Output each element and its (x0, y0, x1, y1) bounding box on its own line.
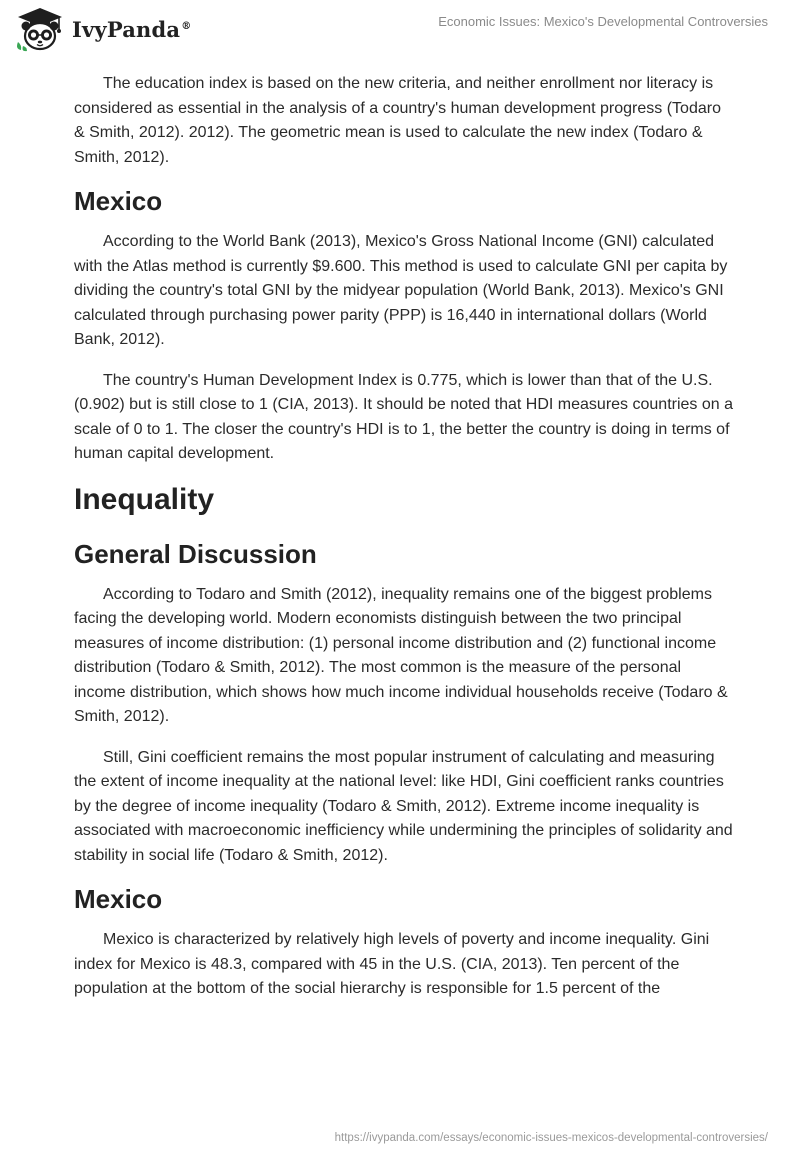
paragraph-income-distribution: According to Todaro and Smith (2012), inequality remains one of the biggest problems facing the developing world. Modern economists distinguish between the two principal measures of income distribution: (1) personal income distribution and (2) functional income distribution (Todaro & Smith, 2012). The most common is the measure of the personal income distribution, which shows how much income individual households receive (Todaro & Smith, 2012). (74, 585, 728, 725)
paragraph-mexico-poverty: Mexico is characterized by relatively high levels of poverty and income inequality. Gini index for Mexico is 48.3, compared with 45 in the U.S. (CIA, 2013). Ten percent of the population at the bottom of the social hierarchy is responsible for 1.5 percent of the (74, 931, 710, 997)
source-url[interactable]: https://ivypanda.com/essays/economic-issues-mexicos-developmental-controversies/ (334, 1132, 768, 1144)
paragraph-hdi: The country's Human Development Index is 0.775, which is lower than that of the U.S. (0.902) but is still close to 1 (CIA, 2013). It should be noted that HDI measures countries on a scale of 0 to 1. The closer the country's HDI is to 1, the better the country is doing in terms of human capital development. (74, 371, 734, 462)
paragraph-education-index: The education index is based on the new criteria, and neither enrollment nor literacy is considered as essential in the analysis of a country's human development progress (Todaro & Smith, 2012). 2012). The geometric mean is used to calculate the new index (Todaro & Smith, 2012). (74, 75, 721, 166)
paragraph-gini-coefficient: Still, Gini coefficient remains the most popular instrument of calculating and measuring the extent of income inequality at the national level: like HDI, Gini coefficient ranks countries by the degree of income inequality (Todaro & Smith, 2012). Extreme income inequality is associated with macroeconomic inefficiency while undermining the principles of solidarity and stability in social life (Todaro & Smith, 2012). (74, 748, 733, 864)
panda-mascot-icon (14, 6, 66, 52)
paragraph-gni: According to the World Bank (2013), Mexico's Gross National Income (GNI) calculated with the Atlas method is currently $9.600. This method is used to calculate GNI per capita by dividing the country's total GNI by the midyear population (World Bank, 2013). Mexico's GNI calculated through purchasing power parity (PPP) is 16,440 in international dollars (World Bank, 2012). (74, 233, 728, 348)
ivypanda-logo[interactable] (14, 6, 191, 52)
registered-mark: ® (181, 20, 192, 32)
heading-mexico-development: Mexico (74, 186, 163, 216)
page-header (0, 0, 800, 60)
article-body (74, 72, 734, 1018)
heading-inequality: Inequality (74, 482, 215, 516)
heading-general-discussion: General Discussion (74, 538, 317, 569)
logo-text: IvyPanda® (72, 16, 192, 42)
document-title: Economic Issues: Mexico's Developmental Controversies (438, 14, 768, 29)
heading-mexico-inequality: Mexico (74, 884, 163, 914)
